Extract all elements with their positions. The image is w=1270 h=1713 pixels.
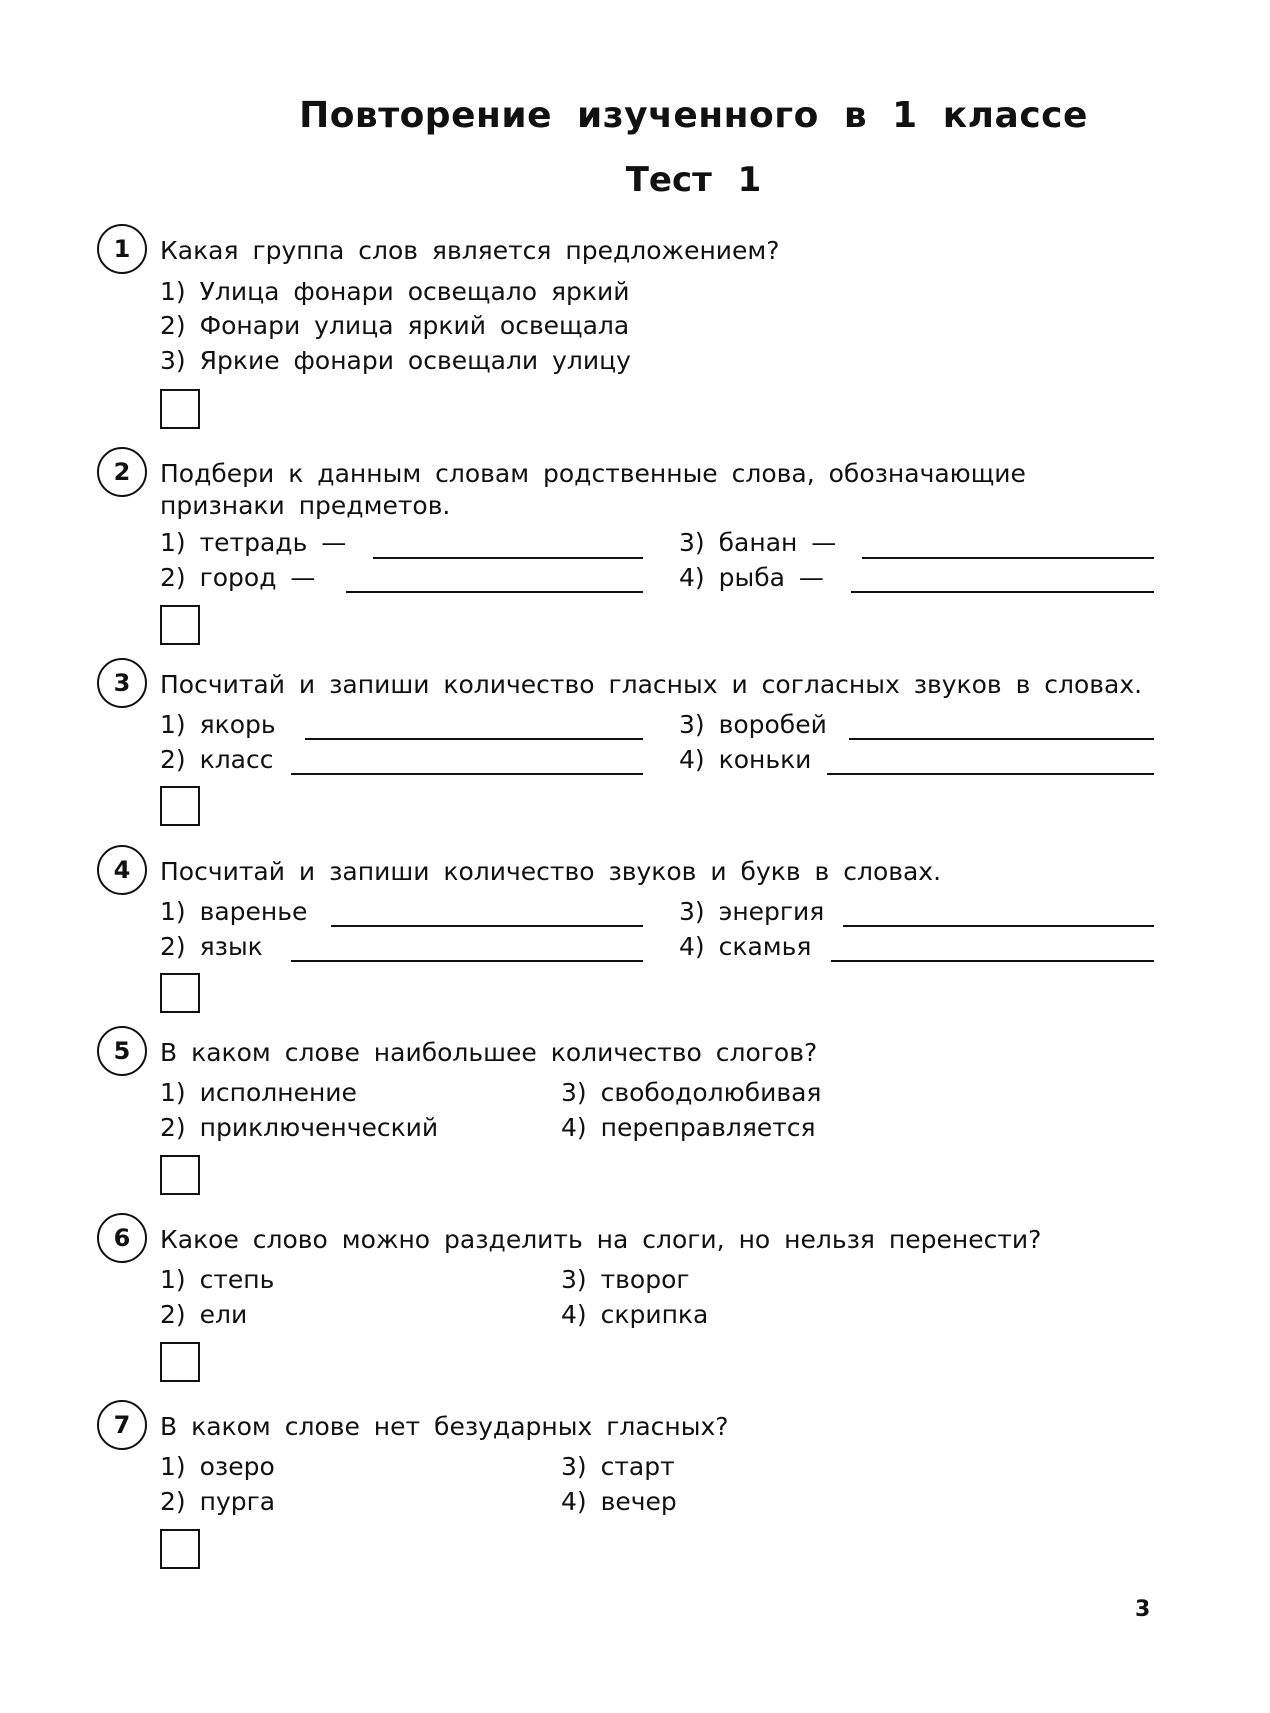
answer-box[interactable]: [160, 605, 200, 645]
test-title: Тест 1: [625, 160, 762, 200]
option: 4) рыба —: [679, 563, 824, 592]
answer-line[interactable]: [291, 773, 643, 775]
option: 3) творог: [561, 1265, 690, 1294]
option: 4) переправляется: [561, 1113, 816, 1142]
answer-line[interactable]: [827, 773, 1154, 775]
option: 1) исполнение: [160, 1078, 357, 1107]
question-text: Какое слово можно разделить на слоги, но нельзя перенести?: [160, 1225, 1042, 1254]
option: 2) язык: [160, 932, 263, 961]
question-number: 6: [97, 1213, 147, 1263]
option: 3) энергия: [679, 897, 825, 926]
question-number: 1: [97, 224, 147, 274]
option: 2) класс: [160, 745, 274, 774]
question-number: 7: [97, 1400, 147, 1450]
option: 4) скамья: [679, 932, 812, 961]
question-number: 4: [97, 845, 147, 895]
answer-box[interactable]: [160, 389, 200, 429]
option: 3) свободолюбивая: [561, 1078, 822, 1107]
option: 1) варенье: [160, 897, 308, 926]
answer-box[interactable]: [160, 973, 200, 1013]
page-title: Повторение изученного в 1 классе: [299, 95, 1088, 136]
answer-line[interactable]: [305, 738, 643, 740]
question-number: 5: [97, 1026, 147, 1076]
answer-line[interactable]: [851, 591, 1154, 593]
answer-line[interactable]: [291, 960, 643, 962]
option: 1) Улица фонари освещало яркий: [160, 277, 630, 306]
answer-line[interactable]: [849, 738, 1154, 740]
option: 1) степь: [160, 1265, 275, 1294]
option: 4) вечер: [561, 1487, 677, 1516]
question-text: В каком слове нет безударных гласных?: [160, 1412, 729, 1441]
answer-line[interactable]: [373, 557, 643, 559]
question-text: В каком слове наибольшее количество слогов?: [160, 1038, 818, 1067]
option: 3) Яркие фонари освещали улицу: [160, 346, 631, 375]
question-text: Какая группа слов является предложением?: [160, 236, 780, 265]
option: 2) ели: [160, 1300, 248, 1329]
option: 3) старт: [561, 1452, 675, 1481]
question-text: Посчитай и запиши количество звуков и букв в словах.: [160, 857, 942, 886]
option: 1) якорь: [160, 710, 276, 739]
question-number: 2: [97, 447, 147, 497]
answer-line[interactable]: [346, 591, 643, 593]
option: 2) Фонари улица яркий освещала: [160, 311, 630, 340]
option: 4) коньки: [679, 745, 812, 774]
option: 1) тетрадь —: [160, 528, 347, 557]
answer-box[interactable]: [160, 1529, 200, 1569]
option: 3) банан —: [679, 528, 837, 557]
option: 3) воробей: [679, 710, 827, 739]
option: 2) город —: [160, 563, 316, 592]
question-text: Подбери к данным словам родственные слова, обозначающие признаки предметов.: [160, 459, 1026, 520]
option: 2) приключенческий: [160, 1113, 439, 1142]
option: 4) скрипка: [561, 1300, 709, 1329]
answer-line[interactable]: [843, 925, 1154, 927]
page-number: 3: [1135, 1597, 1151, 1622]
question-text: Посчитай и запиши количество гласных и согласных звуков в словах.: [160, 670, 1143, 699]
question-number: 3: [97, 658, 147, 708]
answer-line[interactable]: [331, 925, 643, 927]
answer-box[interactable]: [160, 786, 200, 826]
answer-box[interactable]: [160, 1155, 200, 1195]
answer-box[interactable]: [160, 1342, 200, 1382]
answer-line[interactable]: [831, 960, 1154, 962]
option: 1) озеро: [160, 1452, 275, 1481]
answer-line[interactable]: [862, 557, 1154, 559]
option: 2) пурга: [160, 1487, 276, 1516]
